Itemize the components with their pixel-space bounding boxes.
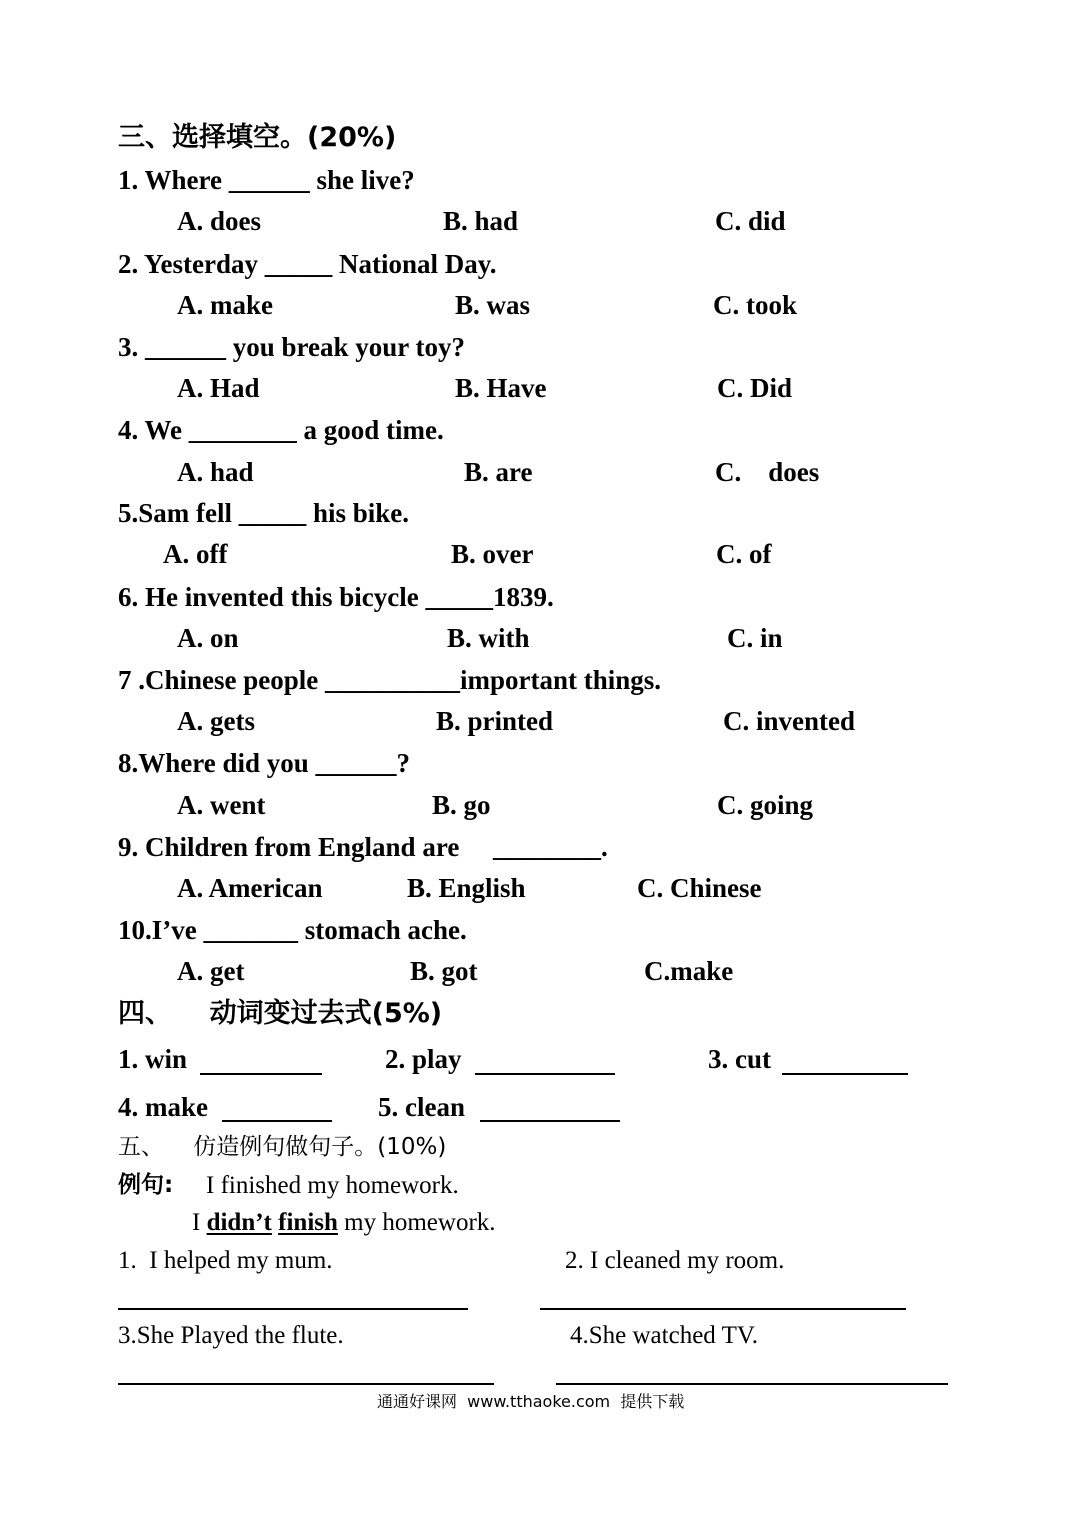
question-3-option-a: A. Had [177, 373, 260, 403]
section-4-title: 四、 动词变过去式(5%) [118, 998, 443, 1029]
question-10-option-b: B. got [410, 956, 478, 986]
page-footer: 通通好课网 www.tthaoke.com 提供下载 [377, 1392, 685, 1411]
question-8-option-c: C. going [717, 790, 814, 820]
question-2-option-a: A. make [177, 290, 273, 320]
answer-line-verb-1 [200, 1073, 322, 1075]
question-1-option-a: A. does [177, 206, 262, 236]
example-label: 例句: [118, 1172, 174, 1198]
answer-line-rewrite-1 [118, 1308, 468, 1310]
question-1-option-c: C. did [715, 206, 786, 236]
answer-line-verb-5 [480, 1120, 620, 1122]
question-9-option-a: A. American [177, 873, 323, 903]
underlined-didnt: didn’t [206, 1209, 272, 1236]
question-6-option-b: B. with [447, 623, 530, 653]
question-9-option-b: B. English [407, 873, 526, 903]
answer-line-verb-2 [475, 1073, 615, 1075]
question-7-option-a: A. gets [177, 706, 255, 736]
answer-line-rewrite-2 [540, 1308, 906, 1310]
question-8-stem: 8.Where did you ______? [118, 748, 411, 778]
answer-line-verb-4 [222, 1120, 332, 1122]
question-10-option-c: C.make [644, 956, 734, 986]
question-7-option-b: B. printed [436, 706, 554, 736]
question-6-stem: 6. He invented this bicycle _____1839. [118, 582, 554, 612]
answer-line-verb-3 [782, 1073, 908, 1075]
rewrite-item-3: 3.She Played the flute. [118, 1322, 344, 1349]
question-7-stem: 7 .Chinese people __________important things. [118, 665, 662, 695]
question-9-option-c: C. Chinese [637, 873, 762, 903]
question-4-option-a: A. had [177, 457, 254, 487]
rewrite-item-4: 4.She watched TV. [570, 1322, 758, 1349]
question-8-option-b: B. go [432, 790, 491, 820]
example-sentence: I finished my homework. [206, 1172, 459, 1199]
rewrite-item-2: 2. I cleaned my room. [565, 1247, 785, 1274]
question-8-option-a: A. went [177, 790, 266, 820]
question-2-stem: 2. Yesterday _____ National Day. [118, 249, 497, 279]
question-2-option-c: C. took [713, 290, 798, 320]
section-3-title: 三、选择填空。(20%) [118, 122, 397, 153]
verb-item-1: 1. win [118, 1044, 188, 1074]
answer-line-rewrite-4 [556, 1383, 948, 1385]
question-5-option-a: A. off [163, 539, 228, 569]
question-10-stem: 10.I’ve _______ stomach ache. [118, 915, 467, 945]
question-5-option-c: C. of [716, 539, 772, 569]
verb-item-2: 2. play [385, 1044, 462, 1074]
question-9-stem: 9. Children from England are ________. [118, 832, 608, 862]
question-5-option-b: B. over [451, 539, 534, 569]
question-2-option-b: B. was [455, 290, 531, 320]
question-3-stem: 3. ______ you break your toy? [118, 332, 466, 362]
verb-item-5: 5. clean [378, 1092, 465, 1122]
question-4-stem: 4. We ________ a good time. [118, 415, 444, 445]
question-1-option-b: B. had [443, 206, 519, 236]
question-10-option-a: A. get [177, 956, 245, 986]
question-7-option-c: C. invented [723, 706, 856, 736]
answer-line-rewrite-3 [118, 1383, 494, 1385]
underlined-finish: finish [278, 1209, 338, 1236]
question-4-option-c: C. does [715, 457, 820, 487]
section-5-title: 五、 仿造例句做句子。(10%) [118, 1134, 447, 1160]
verb-item-3: 3. cut [708, 1044, 771, 1074]
question-4-option-b: B. are [464, 457, 533, 487]
rewrite-item-1: 1. I helped my mum. [118, 1247, 333, 1274]
verb-item-4: 4. make [118, 1092, 208, 1122]
example-answer: I didn’t finish my homework. [192, 1209, 496, 1236]
question-6-option-c: C. in [727, 623, 783, 653]
question-5-stem: 5.Sam fell _____ his bike. [118, 498, 410, 528]
question-3-option-b: B. Have [455, 373, 547, 403]
question-6-option-a: A. on [177, 623, 239, 653]
question-3-option-c: C. Did [717, 373, 793, 403]
question-1-stem: 1. Where ______ she live? [118, 165, 415, 195]
